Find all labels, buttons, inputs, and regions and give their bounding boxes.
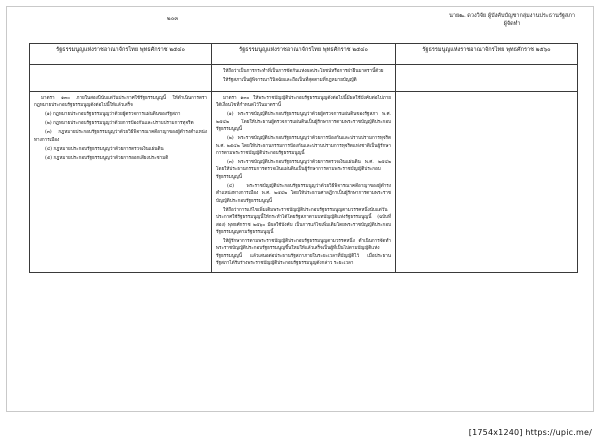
para-r2c2-7: ให้ผู้รักษาการตามพระราชบัญญัติประกอบรัฐธรรมนูญตามวรรคหนึ่ง ดำเนินการจัดทำพระราชบัญญัติประกอบรัฐธรรมนูญขึ้นใหม่ให้แล้วเสร็จเป็นผู้ที่เป็นไปตามบัญญัติแห่งรัฐธรรมนูญนี้ แล้วเสนอต่อประธานรัฐสภาภายในระยะเวลาที่บัญญัติไว้ เมื่อประธานรัฐสภาได้รับร่างพระราชบัญญัติประกอบรัฐธรรมนูญดังกล่าว ระยะเวลา [216, 238, 391, 267]
page-number: ๒๐๓ [167, 16, 179, 22]
column-header-2: รัฐธรรมนูญแห่งราชอาณาจักรไทย พุทธศักราช ๒๕๔๐ [212, 44, 396, 65]
comparison-table [29, 43, 578, 273]
page-header [7, 7, 593, 41]
para-r2c1-5: (๔) กฎหมายประกอบรัฐธรรมนูญว่าด้วยการตรวจเงินแผ่นดิน [45, 146, 164, 152]
para-r2c2-1: มาตรา ๑๓๐ ให้พระราชบัญญัติประกอบรัฐธรรมนูญดังต่อไปนี้มีผลใช้บังคับต่อไปภายใต้เงื่อนไขที่กำหนดไว้ในมาตรานี้ [216, 96, 391, 109]
cell-r2-c1 [30, 92, 212, 273]
column-header-3: รัฐธรรมนูญแห่งราชอาณาจักรไทย พุทธศักราช ๒๕๖๐ [396, 44, 578, 65]
header-line-1: นาย๛ ดวงวิจัย ผู้บังคับบัญชากลุ่มงานประธานรัฐสภา [449, 13, 575, 19]
header-line-2: ผู้จัดทำ [503, 21, 521, 28]
para-r2c2-3: (๒) พระราชบัญญัติประกอบรัฐธรรมนูญว่าด้วยการป้องกันและปราบปรามการทุจริต พ.ศ. ๒๕๔๒ โดยให้ประธานกรรมการป้องกันและปราบปรามการทุจริตแห่งชาติเป็นผู้รักษาการตามพระราชบัญญัติประกอบรัฐธรรมนูญนี้ [216, 136, 391, 157]
para-r2c2-5: (๔) พระราชบัญญัติประกอบรัฐธรรมนูญว่าด้วยวิธีพิจารณาคดีอาญาของผู้ดำรงตำแหน่งทางการเมือง พ.ศ. ๒๕๔๒ โดยให้ประธานศาลฎีกาเป็นผู้รักษาการตามพระราชบัญญัติประกอบรัฐธรรมนูญนี้ [216, 183, 391, 204]
para-r2c2-2: (๑) พระราชบัญญัติประกอบรัฐธรรมนูญว่าด้วยผู้ตรวจการแผ่นดินของรัฐสภา พ.ศ. ๒๕๔๒ โดยให้ประธานผู้ตรวจการแผ่นดินเป็นผู้รักษาการตามพระราชบัญญัติประกอบรัฐธรรมนูญนี้ [216, 112, 391, 133]
table-row [30, 65, 578, 92]
para-r2c1-6: (๕) กฎหมายประกอบรัฐธรรมนูญว่าด้วยการออกเสียงประชามติ [45, 155, 169, 161]
cell-r2-c3 [396, 92, 578, 273]
table-header-row [30, 44, 578, 65]
para-r1c2-1: ให้ถือว่าเป็นการกระทำที่เป็นการขัดกันแห่งผลประโยชน์หรือการฝ่าฝืนมาตรานี้ด้วย [223, 69, 384, 74]
cell-r1-c1 [30, 65, 212, 92]
column-header-1: รัฐธรรมนูญแห่งราชอาณาจักรไทย พุทธศักราช ๒๕๔๐ [30, 44, 212, 65]
para-r1c2-2: ให้รัฐสภาเป็นผู้พิจารณาวินิจฉัยและถือเป็นที่สุดตามที่กฎหมายบัญญัติ [223, 77, 357, 83]
table-row [30, 92, 578, 273]
para-r2c2-4: (๓) พระราชบัญญัติประกอบรัฐธรรมนูญว่าด้วยการตรวจเงินแผ่นดิน พ.ศ. ๒๕๔๒ โดยให้ประธานกรรมการตรวจเงินแผ่นดินเป็นผู้รักษาการตามพระราชบัญญัติประกอบรัฐธรรมนูญนี้ [216, 160, 391, 180]
para-r2c2-6: ให้ถือว่าการแก้ไขเพิ่มเติมพระราชบัญญัติประกอบรัฐธรรมนูญตามวรรคหนึ่งนับแต่วันประกาศใช้รัฐธรรมนูญนี้ให้กระทำได้โดยรัฐสภาตามบทบัญญัติแห่งรัฐธรรมนูญนี้ (ฉบับที่สอง) พุทธศักราช ๒๕๖๐ มีผลใช้บังคับ เป็นการแก้ไขเพิ่มเติมโดยพระราชบัญญัติประกอบรัฐธรรมนูญตามรัฐธรรมนูญนี้ [216, 207, 391, 235]
cell-r1-c2 [212, 65, 396, 92]
para-r2c1-2: (๑) กฎหมายประกอบรัฐธรรมนูญว่าด้วยผู้ตรวจการแผ่นดินของรัฐสภา [45, 112, 181, 118]
image-caption: [1754x1240] https://upic.me/ [468, 428, 592, 437]
cell-r2-c2 [212, 92, 396, 273]
para-r2c1-3: (๒) กฎหมายประกอบรัฐธรรมนูญว่าด้วยการป้องกันและปราบปรามการทุจริต [45, 121, 194, 127]
cell-r1-c3 [396, 65, 578, 92]
para-r2c1-4: (๓) กฎหมายประกอบรัฐธรรมนูญว่าด้วยวิธีพิจารณาคดีอาญาของผู้ดำรงตำแหน่งทางการเมือง [34, 130, 207, 143]
cell-text-r1-c2 [216, 68, 391, 84]
header-signature-block [449, 12, 575, 29]
document-sheet [6, 6, 594, 412]
cell-text-r2-c2 [216, 95, 391, 268]
para-r2c1-1: มาตรา ๑๓๐ ภายในสองปีนับแต่วันประกาศใช้รัฐธรรมนูญนี้ ให้ดำเนินการตรากฎหมายประกอบรัฐธรรมนูญดังต่อไปนี้ให้แล้วเสร็จ [34, 96, 207, 109]
cell-text-r2-c1 [34, 95, 207, 162]
